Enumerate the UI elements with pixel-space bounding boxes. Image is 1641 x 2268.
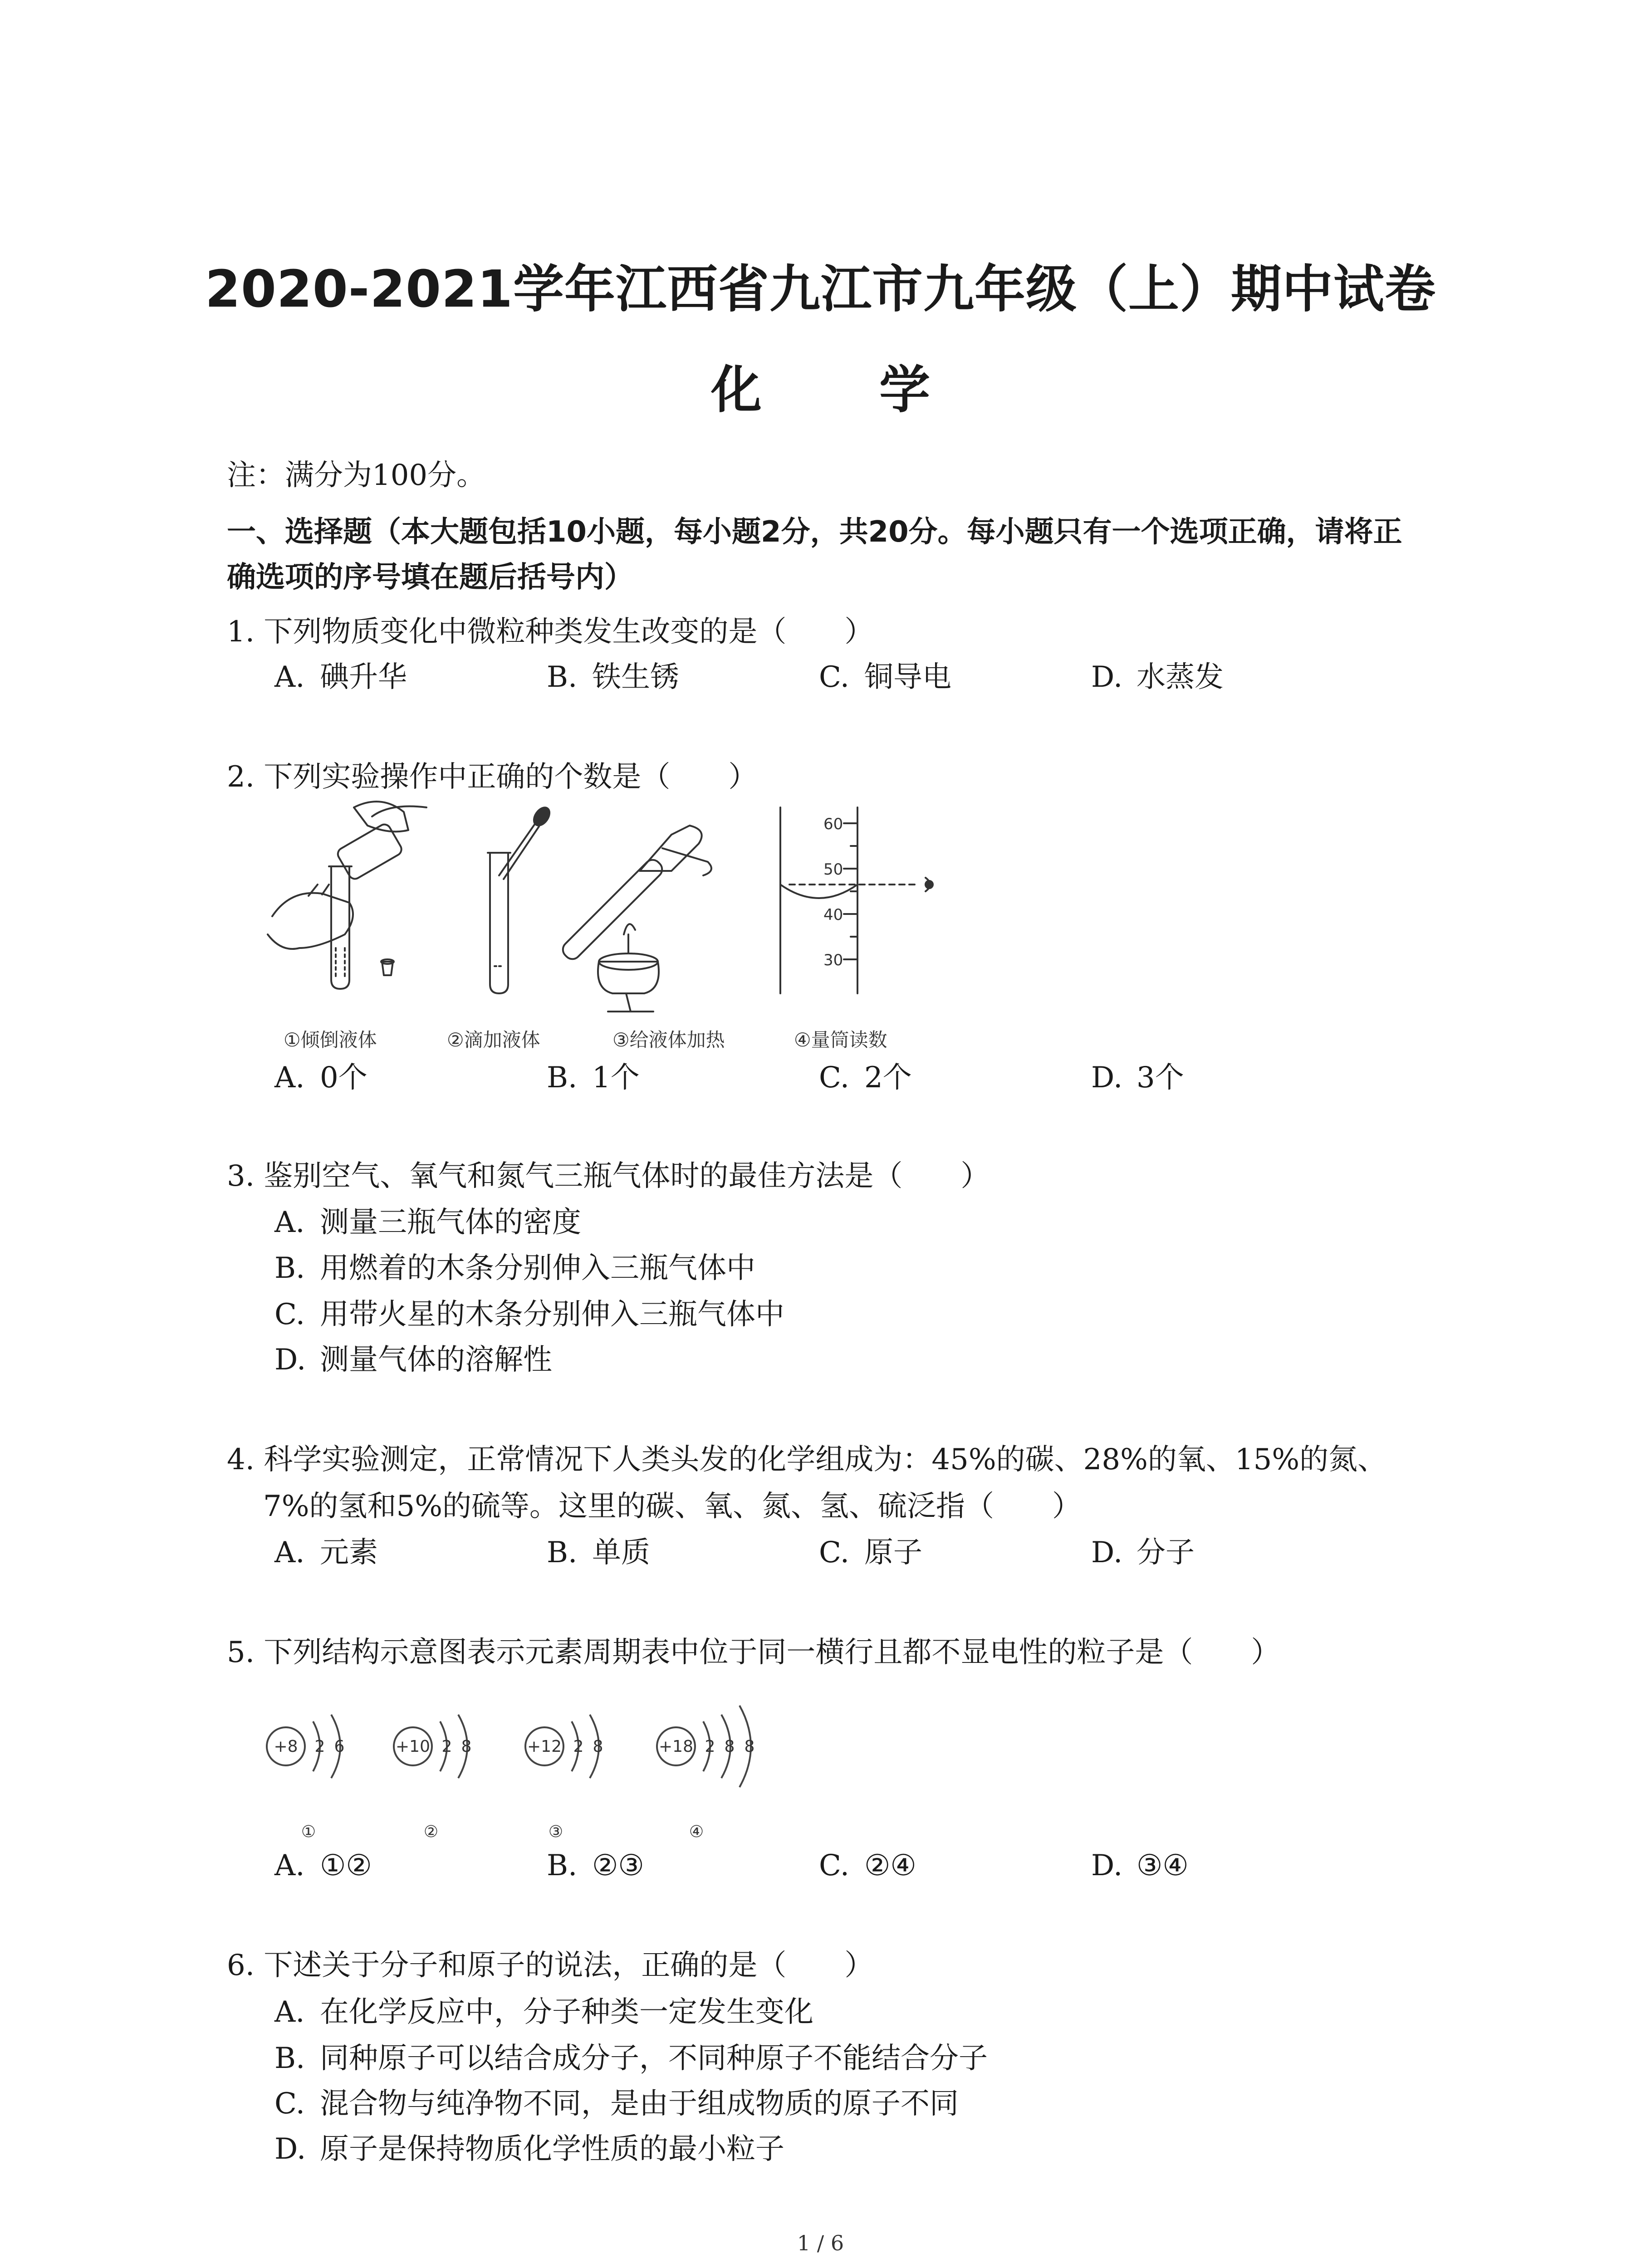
caption-pouring: ①倾倒液体 bbox=[284, 1029, 377, 1051]
exam-title: 2020-2021学年江西省九江市九年级（上）期中试卷 bbox=[205, 260, 1436, 319]
q2-option-a: A. 0个 bbox=[274, 1061, 367, 1095]
score-note: 注：满分为100分。 bbox=[227, 459, 486, 492]
nucleus-charge-4: +18 bbox=[659, 1737, 693, 1756]
q5-option-c: C. ②④ bbox=[819, 1849, 916, 1882]
q3-option-d: D. 测量气体的溶解性 bbox=[274, 1343, 552, 1377]
question-3-stem: 3. 鉴别空气、氧气和氮气三瓶气体时的最佳方法是（ ） bbox=[227, 1159, 990, 1193]
atom-label-3: ③ bbox=[548, 1823, 563, 1841]
atom-label-1: ① bbox=[301, 1823, 316, 1841]
q4-option-d: D. 分子 bbox=[1091, 1536, 1195, 1569]
shell-4-2: 8 bbox=[724, 1737, 735, 1756]
q4-option-a: A. 元素 bbox=[274, 1536, 378, 1569]
q2-option-b: B. 1个 bbox=[547, 1061, 640, 1095]
q6-option-b: B. 同种原子可以结合成分子，不同种原子不能结合分子 bbox=[274, 2042, 988, 2075]
section-heading-line2: 确选项的序号填在题后括号内） bbox=[227, 561, 633, 594]
q2-option-d: D. 3个 bbox=[1091, 1061, 1184, 1095]
cylinder-tick-60: 60 bbox=[823, 815, 843, 833]
cylinder-tick-50: 50 bbox=[823, 860, 843, 879]
q6-option-a: A. 在化学反应中，分子种类一定发生变化 bbox=[274, 1995, 813, 2029]
q2-option-c: C. 2个 bbox=[819, 1061, 912, 1095]
lab-operations-figure bbox=[254, 798, 962, 1016]
page-number: 1 / 6 bbox=[797, 2231, 844, 2255]
q1-option-b: B. 铁生锈 bbox=[547, 660, 679, 694]
cylinder-tick-40: 40 bbox=[823, 906, 843, 924]
question-4-stem-line1: 4. 科学实验测定，正常情况下人类头发的化学组成为：45%的碳、28%的氧、15%的氮、 bbox=[227, 1443, 1387, 1476]
q5-option-d: D. ③④ bbox=[1091, 1849, 1189, 1882]
q1-option-d: D. 水蒸发 bbox=[1091, 660, 1224, 694]
nucleus-charge-3: +12 bbox=[527, 1737, 562, 1756]
cylinder-tick-30: 30 bbox=[823, 951, 843, 969]
q5-option-b: B. ②③ bbox=[547, 1849, 644, 1882]
shell-1-2: 6 bbox=[334, 1737, 345, 1756]
caption-cylinder: ④量筒读数 bbox=[794, 1029, 887, 1051]
q1-option-a: A. 碘升华 bbox=[274, 660, 407, 694]
question-4-stem-line2: 7%的氢和5%的硫等。这里的碳、氧、氮、氢、硫泛指（ ） bbox=[263, 1490, 1082, 1523]
shell-3-1: 2 bbox=[573, 1737, 584, 1756]
q5-option-a: A. ①② bbox=[274, 1849, 372, 1882]
subject-title: 化 学 bbox=[711, 361, 980, 420]
nucleus-charge-2: +10 bbox=[396, 1737, 430, 1756]
q3-option-a: A. 测量三瓶气体的密度 bbox=[274, 1206, 581, 1239]
caption-heating: ③给液体加热 bbox=[612, 1029, 725, 1051]
atom-label-2: ② bbox=[423, 1823, 439, 1841]
q6-option-d: D. 原子是保持物质化学性质的最小粒子 bbox=[274, 2132, 784, 2166]
pouring-liquid-illustration bbox=[268, 802, 426, 989]
q1-option-c: C. 铜导电 bbox=[819, 660, 951, 694]
q6-option-c: C. 混合物与纯净物不同，是由于组成物质的原子不同 bbox=[274, 2087, 959, 2121]
nucleus-charge-1: +8 bbox=[274, 1737, 298, 1756]
section-heading-line1: 一、选择题（本大题包括10小题，每小题2分，共20分。每小题只有一个选项正确，请将正 bbox=[227, 515, 1402, 549]
q3-option-b: B. 用燃着的木条分别伸入三瓶气体中 bbox=[274, 1251, 755, 1285]
atomic-structure-figure bbox=[259, 1678, 803, 1851]
question-2-stem: 2. 下列实验操作中正确的个数是（ ） bbox=[227, 760, 758, 794]
question-6-stem: 6. 下述关于分子和原子的说法，正确的是（ ） bbox=[227, 1949, 874, 1982]
shell-4-3: 8 bbox=[744, 1737, 755, 1756]
shell-4-1: 2 bbox=[705, 1737, 715, 1756]
q4-option-b: B. 单质 bbox=[547, 1536, 650, 1569]
shell-3-2: 8 bbox=[593, 1737, 603, 1756]
shell-2-2: 8 bbox=[461, 1737, 472, 1756]
shell-2-1: 2 bbox=[441, 1737, 452, 1756]
q3-option-c: C. 用带火星的木条分别伸入三瓶气体中 bbox=[274, 1298, 784, 1331]
shell-1-1: 2 bbox=[314, 1737, 325, 1756]
graduated-cylinder-illustration bbox=[780, 807, 933, 993]
atom-label-4: ④ bbox=[689, 1823, 704, 1841]
question-5-stem: 5. 下列结构示意图表示元素周期表中位于同一横行且都不显电性的粒子是（ ） bbox=[227, 1636, 1280, 1669]
q4-option-c: C. 原子 bbox=[819, 1536, 922, 1569]
heating-liquid-illustration bbox=[559, 826, 711, 1012]
caption-dropping: ②滴加液体 bbox=[447, 1029, 540, 1051]
question-1-stem: 1. 下列物质变化中微粒种类发生改变的是（ ） bbox=[227, 615, 874, 649]
dropper-illustration bbox=[488, 805, 553, 993]
